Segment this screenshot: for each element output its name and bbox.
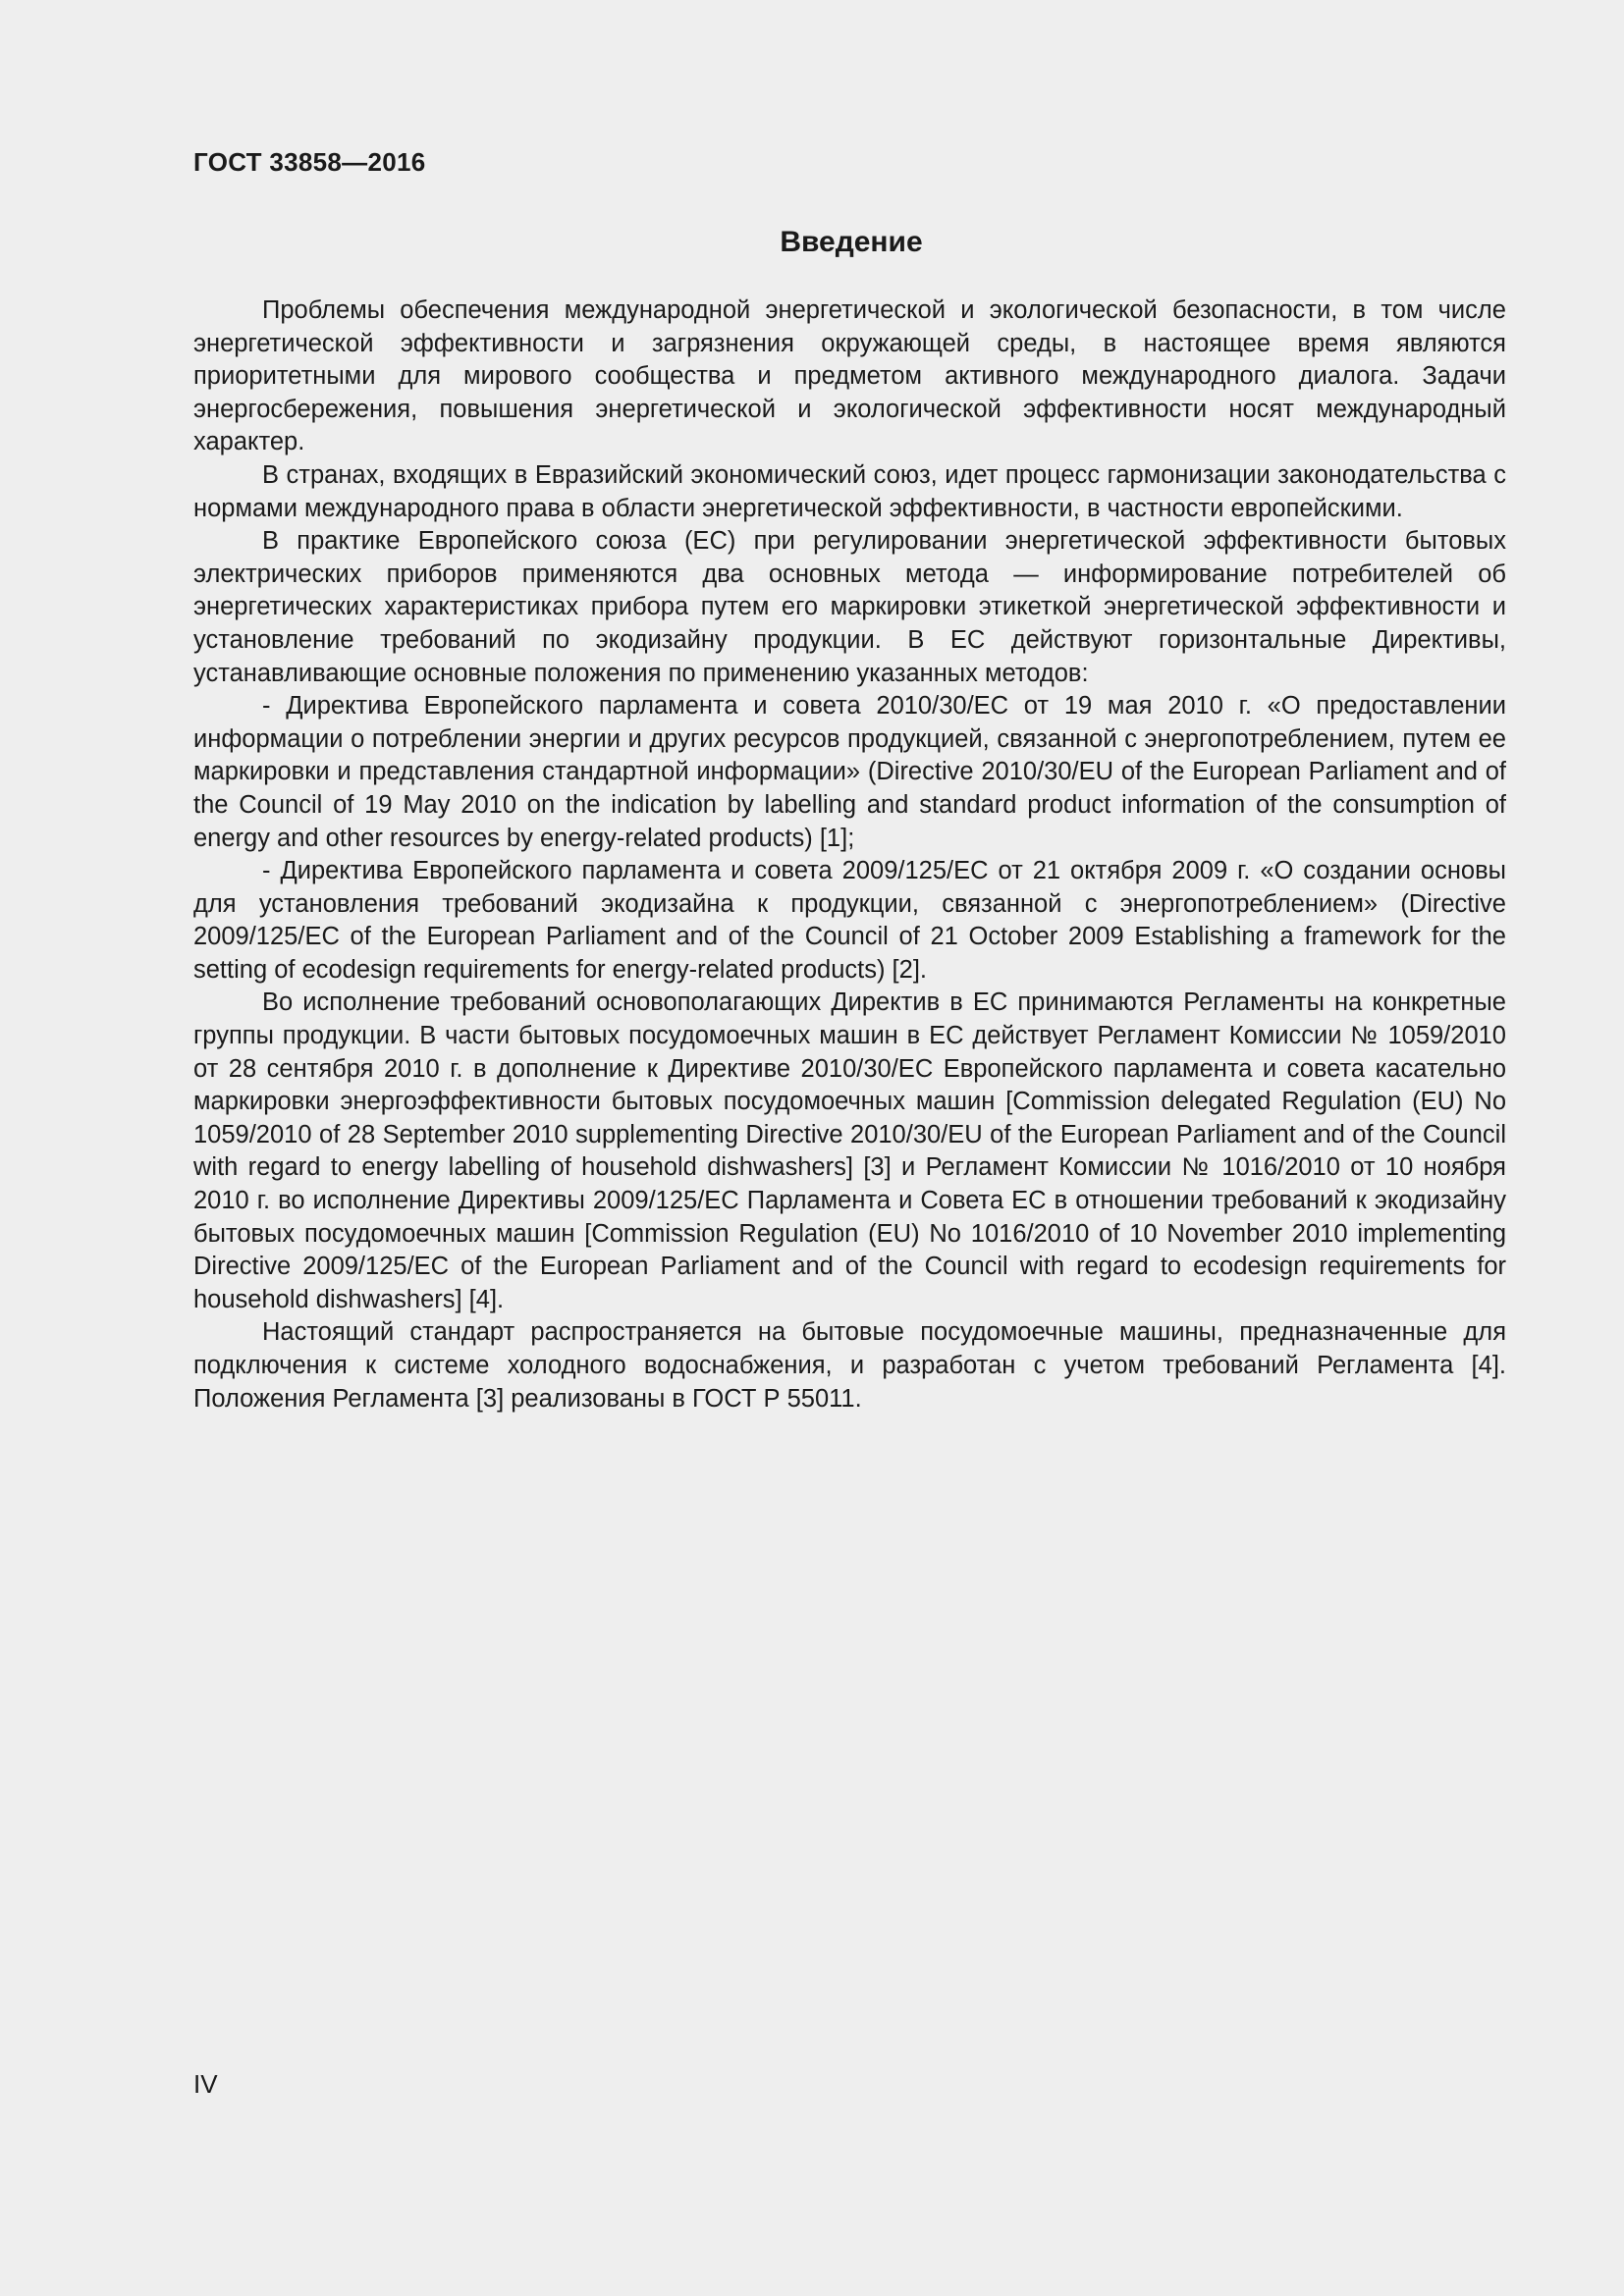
list-item-directive: - Директива Европейского парламента и совета 2009/125/ЕС от 21 октября 2009 г. «О создании основы для установления требований экодизайна к продукции, связанной с энергопотреблением» (Directive 2009/125/EC of the European Parliament and of the Council of 21 October 2009 Establishing a framework for the setting of ecodesign requirements for energy-related products) [2]. <box>193 857 1506 984</box>
paragraph: Проблемы обеспечения международной энергетической и экологической безопасности, в том числе энергетической эффективности и загрязнения окружающей среды, в настоящее время являются приоритетными для мирового сообщества и предметом активного международного диалога. Задачи энергосбережения, повышения энергетической и экологической эффективности носят международный характер. <box>193 296 1506 456</box>
page-number: IV <box>193 2069 218 2099</box>
paragraph: Настоящий стандарт распространяется на бытовые посудомоечные машины, предназначенные для подключения к системе холодного водоснабжения, и разработан с учетом требований Регламента [4]. Положения Регламента [3] реализованы в ГОСТ Р 55011. <box>193 1318 1506 1413</box>
paragraph: В практике Европейского союза (ЕС) при регулировании энергетической эффективности бытовых электрических приборов применяются два основных метода — информирование потребителей об энергетических характеристиках прибора путем его маркировки этикеткой энергетической эффективности и установление требований по экодизайну продукции. В ЕС действуют горизонтальные Директивы, устанавливающие основные положения по применению указанных методов: <box>193 527 1506 687</box>
section-title: Введение <box>780 226 923 258</box>
body-text <box>193 294 1506 1415</box>
paragraph: Во исполнение требований основополагающих Директив в ЕС принимаются Регламенты на конкретные группы продукции. В части бытовых посудомоечных машин в ЕС действует Регламент Комиссии № 1059/2010 от 28 сентября 2010 г. в дополнение к Директиве 2010/30/ЕС Европейского парламента и совета касательно маркировки энергоэффективности бытовых посудомоечных машин [Commission delegated Regulation (EU) No 1059/2010 of 28 September 2010 supplementing Directive 2010/30/EU of the European Parliament and of the Council with regard to energy labelling of household dishwashers] [3] и Регламент Комиссии № 1016/2010 от 10 ноября 2010 г. во исполнение Директивы 2009/125/ЕС Парламента и Совета ЕС в отношении требований к экодизайну бытовых посудомоечных машин [Commission Regulation (EU) No 1016/2010 of 10 November 2010 implementing Directive 2009/125/EC of the European Parliament and of the Council with regard to ecodesign requirements for household dishwashers] [4]. <box>193 988 1506 1313</box>
document-header-id: ГОСТ 33858—2016 <box>193 147 426 177</box>
paragraph: В странах, входящих в Евразийский экономический союз, идет процесс гармонизации законодательства с нормами международного права в области энергетической эффективности, в частности европейскими. <box>193 460 1506 522</box>
list-item-directive: - Директива Европейского парламента и совета 2010/30/ЕС от 19 мая 2010 г. «О предоставлении информации о потреблении энергии и других ресурсов продукцией, связанной с энергопотреблением, путем ее маркировки и представления стандартной информации» (Directive 2010/30/EU of the European Parliament and of the Council of 19 May 2010 on the indication by labelling and standard product information of the consumption of energy and other resources by energy-related products) [1]; <box>193 692 1506 852</box>
